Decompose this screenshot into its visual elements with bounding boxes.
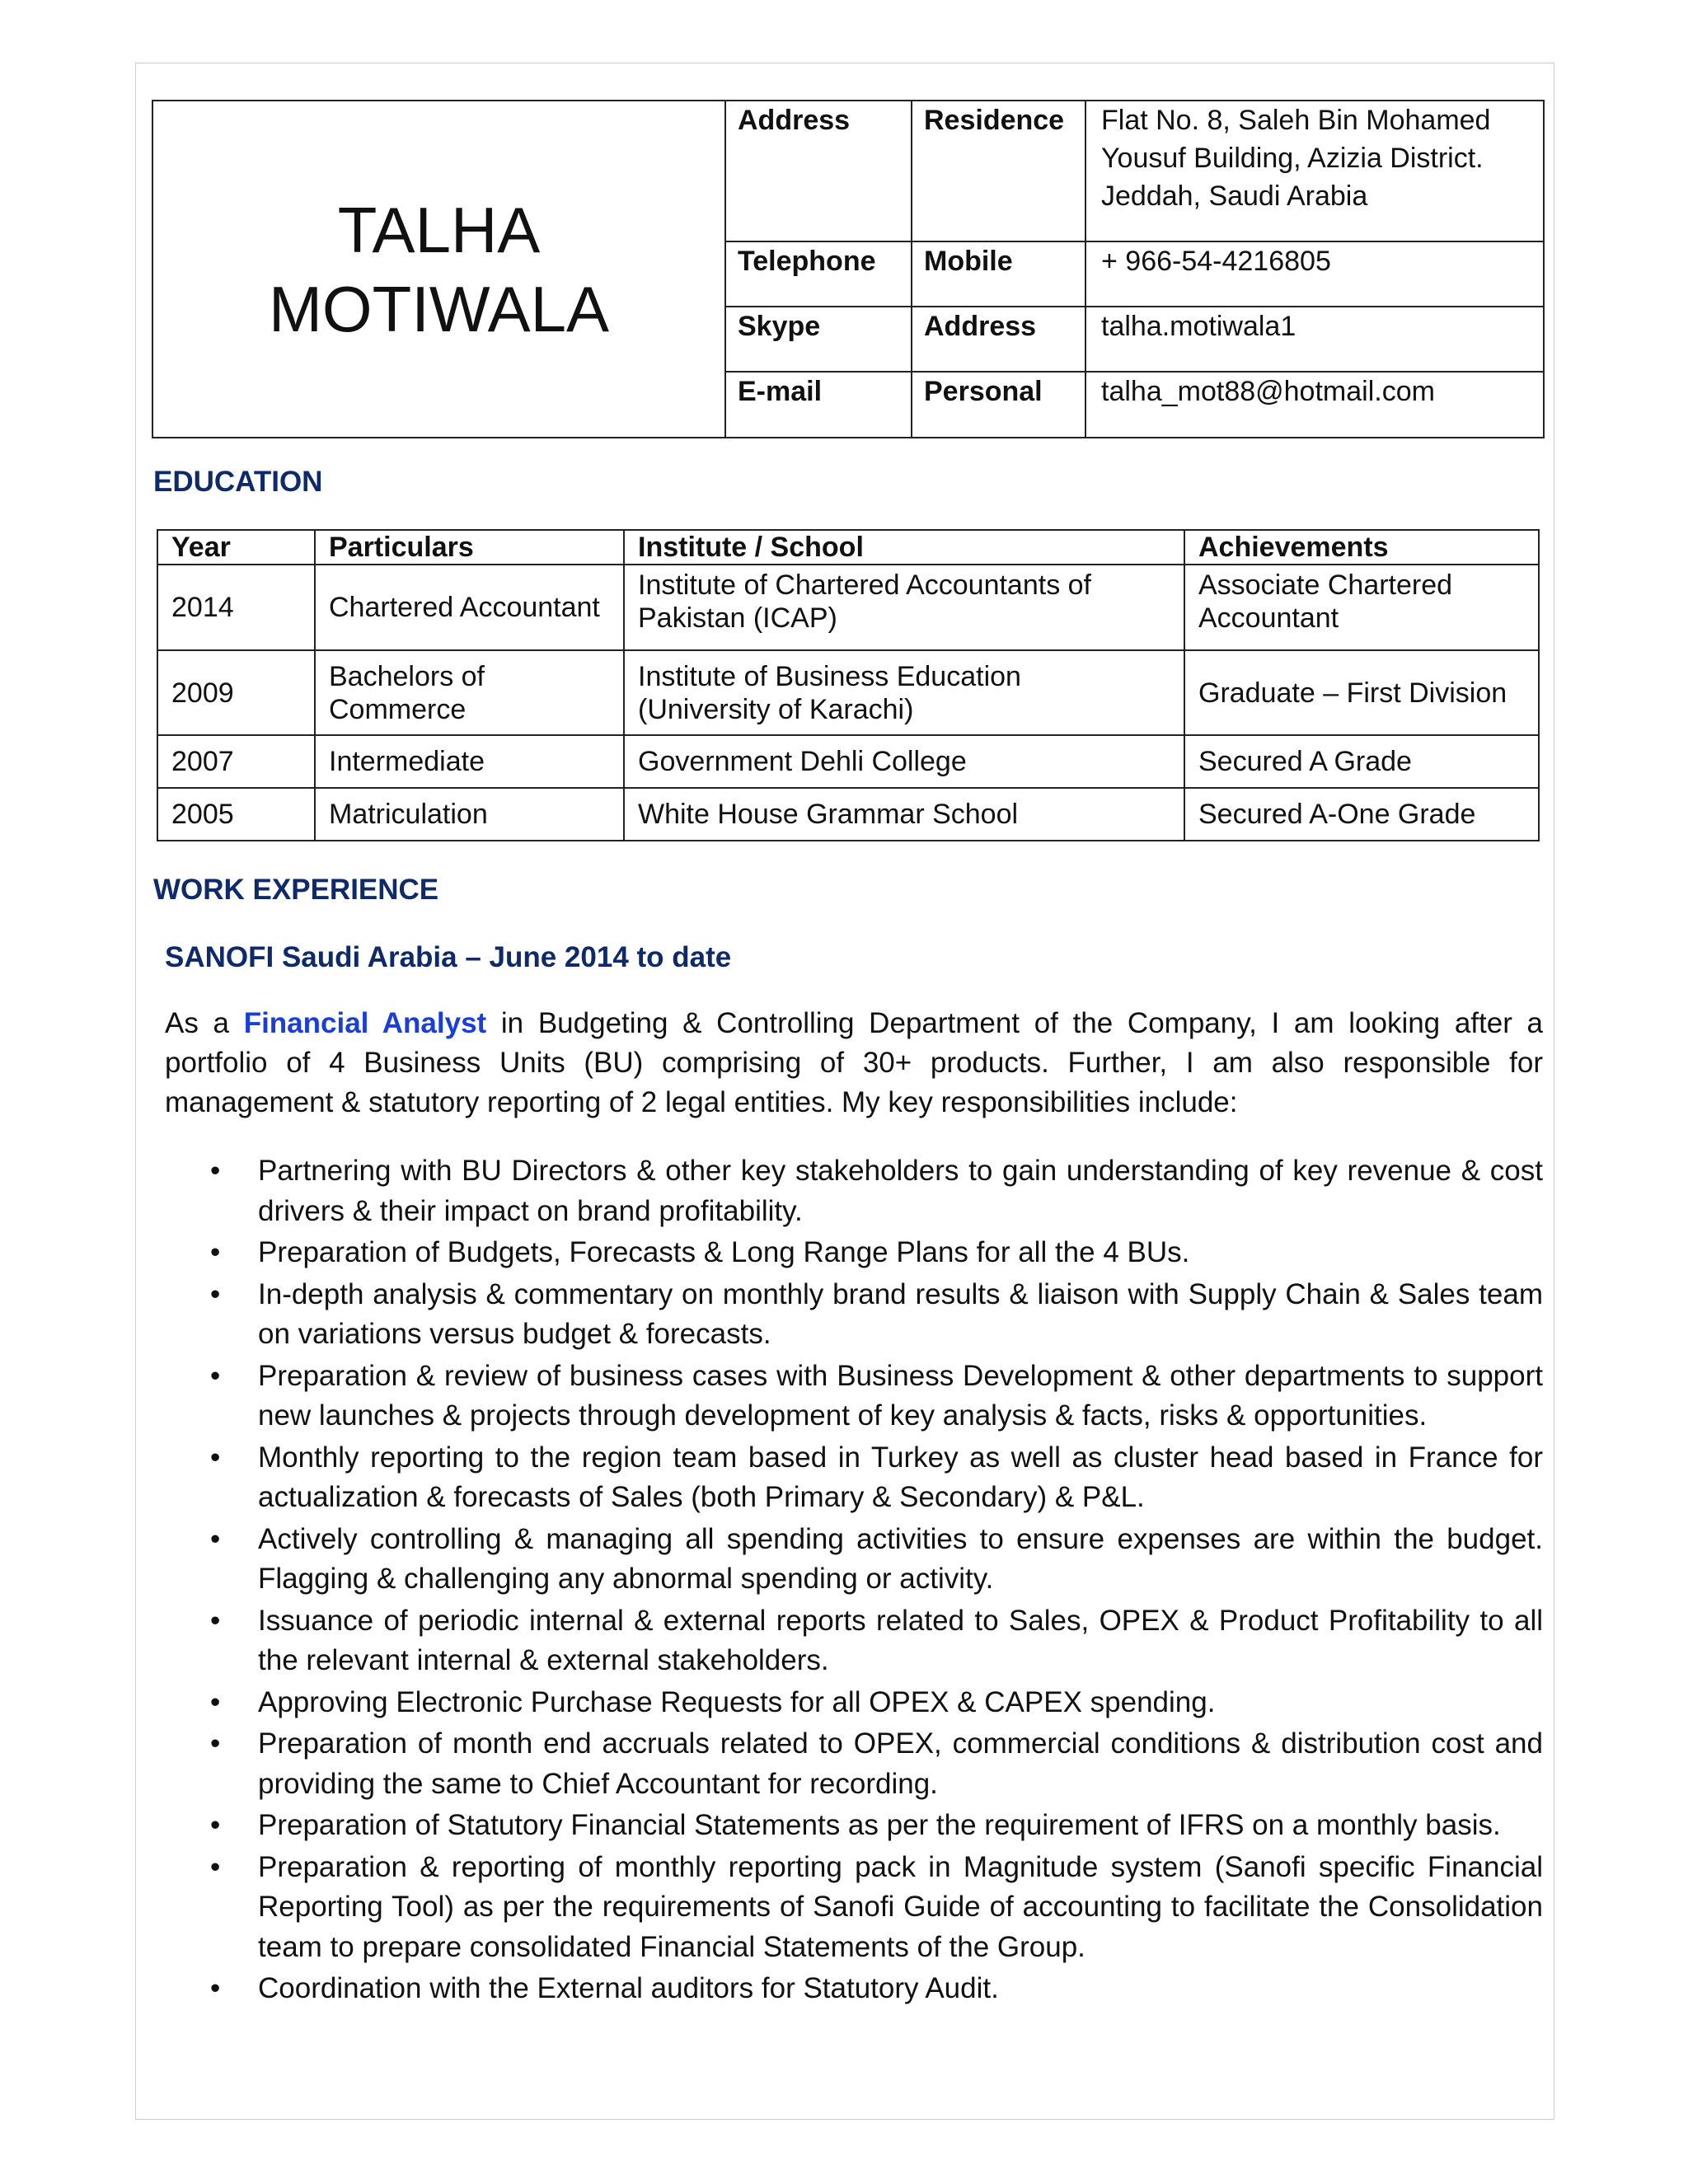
contact-type: Address (912, 307, 1085, 372)
list-item (165, 1151, 1543, 1231)
bullet: • (210, 1972, 221, 2004)
cell-year: 2014 (157, 565, 315, 650)
achievement-line: Accountant (1198, 602, 1339, 634)
contact-category: Address (725, 101, 912, 241)
table-row (157, 735, 1539, 788)
list-item-text: In-depth analysis & commentary on monthly brand results & liaison with Supply Chain & Sales team on variations versus budget & forecasts. (258, 1277, 1543, 1350)
contact-value-address (1085, 101, 1544, 241)
cell-achievement: Graduate – First Division (1184, 650, 1539, 735)
intro-prefix: As a (165, 1007, 244, 1039)
contact-category: E-mail (725, 372, 912, 438)
responsibilities-list (165, 1151, 1543, 2011)
column-header: Particulars (315, 530, 624, 565)
institute-line: Institute of Business Education (638, 660, 1021, 692)
list-item-text: Issuance of periodic internal & external reports related to Sales, OPEX & Product Profitability to all the relevant internal & external stakeholders. (258, 1604, 1543, 1676)
list-item-text: Preparation & reporting of monthly reporting pack in Magnitude system (Sanofi specific Financial Reporting Tool) as per the requirements of Sanofi Guide of accounting to facilitate the Consolidation team to prepare consolidated Financial Statements of the Group. (258, 1850, 1543, 1963)
cell-achievement (1184, 565, 1539, 650)
cell-year: 2005 (157, 788, 315, 841)
cell-particulars: Chartered Accountant (315, 565, 624, 650)
bullet: • (210, 1441, 221, 1474)
contact-value-email: talha_mot88@hotmail.com (1085, 372, 1544, 438)
table-row (157, 650, 1539, 735)
cell-particulars: Matriculation (315, 788, 624, 841)
contact-type: Personal (912, 372, 1085, 438)
table-row (157, 788, 1539, 841)
intro-text: in Budgeting & Controlling Department of the Company, I am looking after a portfolio of 4 Business Units (BU) comprising of 30+ products. Further, I am also responsible for management & statutory reporting of 2 legal entities. My key responsibilities include: (165, 1007, 1544, 1118)
education-header-row (157, 530, 1539, 565)
bullet: • (210, 1522, 221, 1555)
list-item (165, 1969, 1543, 2009)
bullet: • (210, 1359, 221, 1392)
bullet: • (210, 1604, 221, 1637)
contact-value-phone: + 966-54-4216805 (1085, 241, 1544, 307)
list-item-text: Approving Electronic Purchase Requests for all OPEX & CAPEX spending. (258, 1685, 1216, 1718)
bullet: • (210, 1809, 221, 1841)
particulars-line: Commerce (329, 693, 467, 725)
header-table (152, 100, 1545, 438)
name-first: TALHA (337, 193, 541, 266)
cell-particulars: Intermediate (315, 735, 624, 788)
list-item-text: Preparation of Budgets, Forecasts & Long Range Plans for all the 4 BUs. (258, 1236, 1190, 1268)
list-item (165, 1683, 1543, 1723)
institute-line: Institute of Chartered Accountants of (638, 569, 1091, 601)
list-item (165, 1848, 1543, 1968)
cell-achievement: Secured A-One Grade (1184, 788, 1539, 841)
cell-particulars (315, 650, 624, 735)
list-item-text: Partnering with BU Directors & other key stakeholders to gain understanding of key revenue & cost drivers & their impact on brand profitability. (258, 1155, 1543, 1227)
list-item-text: Coordination with the External auditors for Statutory Audit. (258, 1972, 999, 2004)
work-experience-heading: WORK EXPERIENCE (153, 874, 439, 906)
role-title: Financial Analyst (243, 1007, 487, 1039)
list-item (165, 1438, 1543, 1518)
list-item (165, 1601, 1543, 1681)
contact-category: Skype (725, 307, 912, 372)
list-item (165, 1233, 1543, 1273)
column-header: Achievements (1184, 530, 1539, 565)
contact-category: Telephone (725, 241, 912, 307)
bullet: • (210, 1727, 221, 1760)
list-item (165, 1275, 1543, 1355)
list-item (165, 1520, 1543, 1600)
company-title: SANOFI Saudi Arabia – June 2014 to date (165, 941, 732, 973)
education-table (157, 529, 1540, 841)
address-line: Flat No. 8, Saleh Bin Mohamed (1101, 105, 1491, 136)
list-item (165, 1806, 1543, 1846)
achievement-line: Associate Chartered (1198, 569, 1453, 601)
cell-institute (624, 565, 1184, 650)
address-line: Yousuf Building, Azizia District. (1101, 143, 1484, 174)
address-line: Jeddah, Saudi Arabia (1101, 180, 1368, 212)
cell-achievement: Secured A Grade (1184, 735, 1539, 788)
list-item (165, 1357, 1543, 1436)
list-item-text: Preparation of Statutory Financial Statements as per the requirement of IFRS on a monthly basis. (258, 1809, 1501, 1841)
bullet: • (210, 1236, 221, 1268)
list-item-text: Preparation & review of business cases with Business Development & other departments to support new launches & projects through development of key analysis & facts, risks & opportunities. (258, 1359, 1543, 1432)
institute-line: Pakistan (ICAP) (638, 602, 837, 634)
contact-type: Residence (912, 101, 1085, 241)
contact-value-skype: talha.motiwala1 (1085, 307, 1544, 372)
particulars-line: Bachelors of (329, 660, 485, 692)
list-item-text: Actively controlling & managing all spending activities to ensure expenses are within the budget. Flagging & challenging any abnormal spending or activity. (258, 1522, 1543, 1595)
cell-year: 2007 (157, 735, 315, 788)
contact-type: Mobile (912, 241, 1085, 307)
list-item-text: Preparation of month end accruals related to OPEX, commercial conditions & distribution cost and providing the same to Chief Accountant for recording. (258, 1727, 1543, 1800)
table-row (157, 565, 1539, 650)
education-heading: EDUCATION (153, 466, 323, 498)
cell-institute: Government Dehli College (624, 735, 1184, 788)
cell-institute (624, 650, 1184, 735)
bullet: • (210, 1850, 221, 1883)
column-header: Institute / School (624, 530, 1184, 565)
bullet: • (210, 1685, 221, 1718)
role-intro (165, 1004, 1543, 1122)
list-item-text: Monthly reporting to the region team based in Turkey as well as cluster head based in France for actualization & forecasts of Sales (both Primary & Secondary) & P&L. (258, 1441, 1543, 1513)
institute-line: (University of Karachi) (638, 693, 914, 725)
bullet: • (210, 1277, 221, 1310)
cell-institute: White House Grammar School (624, 788, 1184, 841)
column-header: Year (157, 530, 315, 565)
name-last: MOTIWALA (268, 272, 610, 345)
cell-year: 2009 (157, 650, 315, 735)
bullet: • (210, 1155, 221, 1187)
list-item (165, 1724, 1543, 1804)
candidate-name (152, 101, 725, 438)
